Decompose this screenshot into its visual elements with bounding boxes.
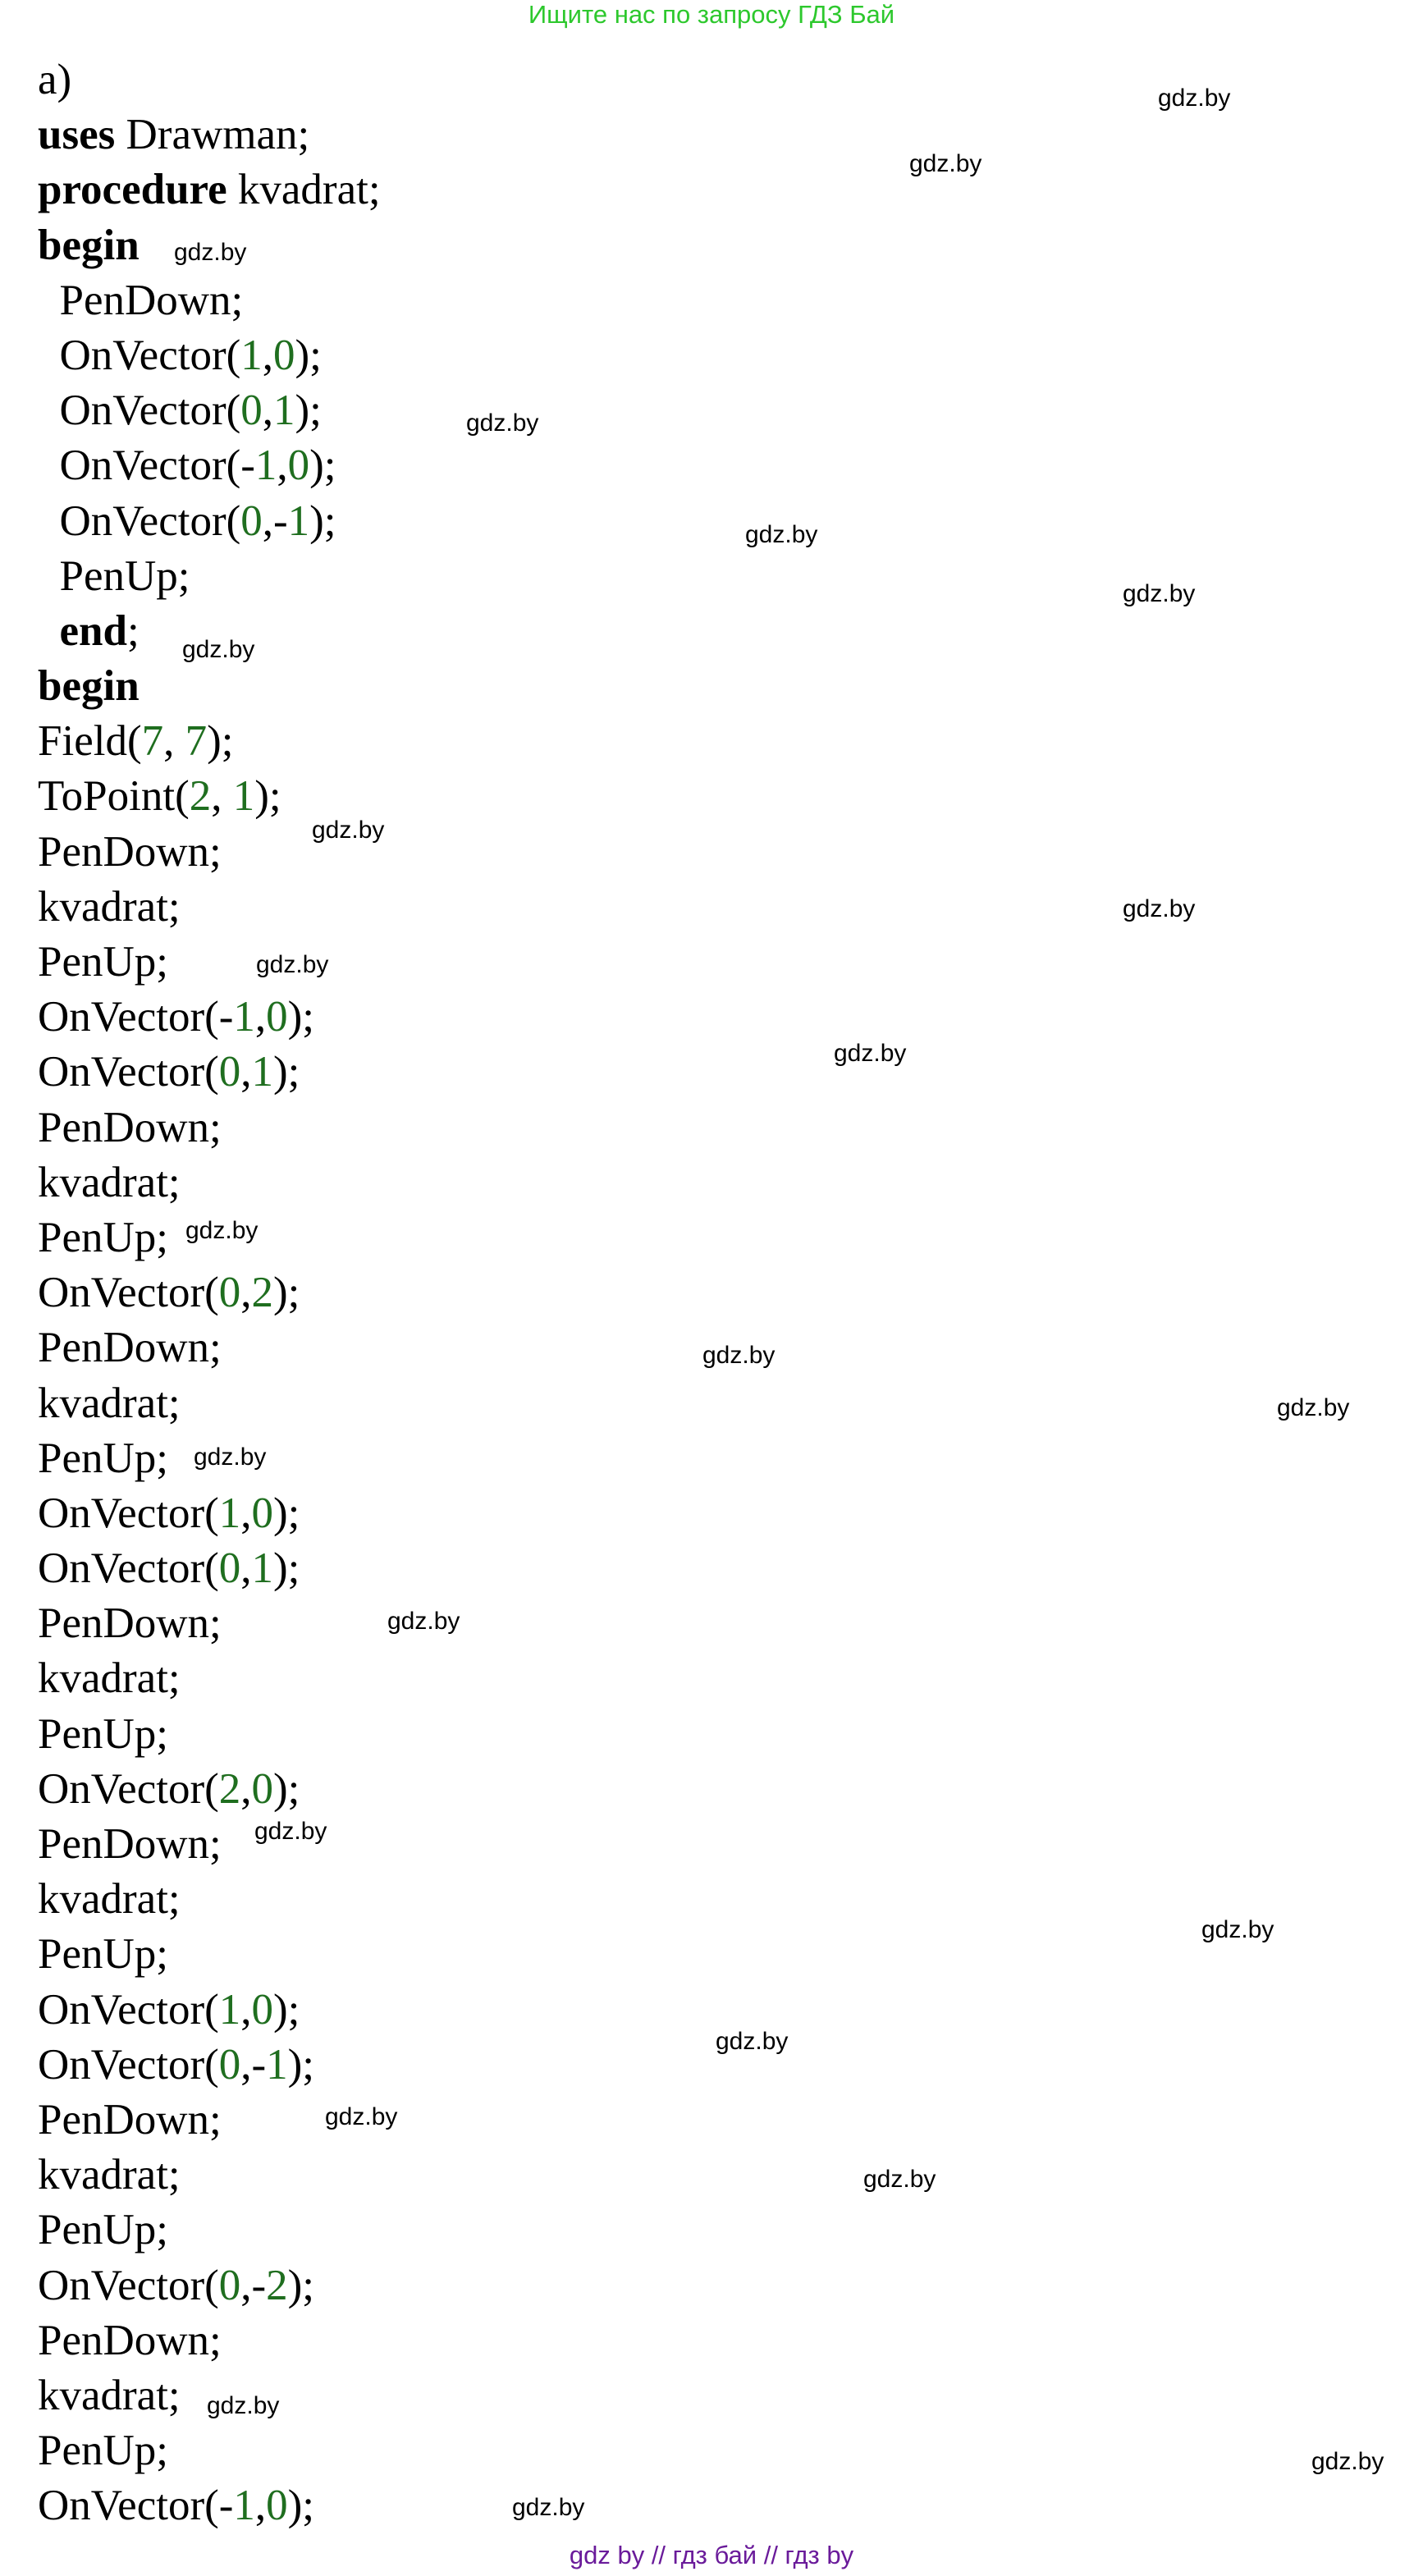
code-token: , [240, 1544, 252, 1593]
code-line [38, 2038, 1023, 2093]
code-token: ); [295, 331, 322, 379]
code-token: PenUp; [38, 938, 168, 986]
bottom-banner: gdz by // гдз бай // гдз by [569, 2541, 854, 2569]
code-token: ); [287, 993, 315, 1041]
code-line [38, 714, 1023, 769]
watermark: gdz.by [512, 2494, 585, 2521]
number-token: 1 [273, 387, 295, 435]
code-line [38, 494, 1023, 549]
code-token: , [277, 442, 288, 490]
number-token: 0 [266, 2482, 288, 2530]
code-line [38, 2258, 1023, 2313]
number-token: 0 [218, 1269, 241, 1317]
code-line [38, 273, 1023, 328]
code-line [38, 1155, 1023, 1210]
watermark: gdz.by [256, 951, 329, 978]
code-line [38, 2093, 1023, 2148]
code-line [38, 2368, 1023, 2423]
watermark: gdz.by [1123, 895, 1196, 922]
number-token: 0 [218, 1048, 241, 1096]
number-token: 1 [232, 772, 255, 821]
watermark: gdz.by [194, 1444, 267, 1471]
watermark: gdz.by [387, 1608, 460, 1635]
watermark: gdz.by [909, 150, 982, 177]
code-line [38, 2203, 1023, 2258]
code-line [38, 1431, 1023, 1486]
code-token: ); [273, 1544, 300, 1593]
code-line [38, 1320, 1023, 1375]
number-token: 7 [141, 717, 164, 766]
keyword-token: begin [38, 221, 140, 269]
code-token: PenDown; [38, 2316, 222, 2364]
code-token: OnVector( [38, 496, 241, 545]
code-token: ); [287, 2482, 315, 2530]
number-token: 1 [251, 1544, 273, 1593]
watermark: gdz.by [863, 2166, 936, 2193]
code-token: kvadrat; [38, 882, 181, 931]
code-token: PenUp; [38, 2206, 168, 2254]
code-token: OnVector( [38, 331, 241, 379]
code-token: PenUp; [38, 1434, 168, 1482]
number-token: 0 [251, 1489, 273, 1537]
code-token: kvadrat; [38, 1379, 181, 1427]
code-line [38, 1762, 1023, 1817]
code-line [38, 1817, 1023, 1872]
number-token: 1 [251, 1048, 273, 1096]
number-token: 0 [251, 1985, 273, 2034]
code-token: ,- [240, 2040, 267, 2089]
code-line [38, 1376, 1023, 1431]
code-line [38, 1100, 1023, 1155]
watermark: gdz.by [1277, 1394, 1350, 1421]
top-banner: Ищите нас по запросу ГДЗ Бай [528, 0, 895, 29]
code-line [38, 990, 1023, 1045]
code-token: PenDown; [38, 1103, 222, 1151]
code-line [38, 53, 1023, 108]
number-token: 0 [251, 1764, 273, 1813]
code-token: OnVector( [38, 1985, 219, 2034]
number-token: 1 [266, 2040, 288, 2089]
code-token: kvadrat; [38, 1875, 181, 1924]
code-token: ; [126, 606, 140, 655]
number-token: 0 [218, 1544, 241, 1593]
code-line [38, 1541, 1023, 1596]
code-token: OnVector(- [38, 993, 234, 1041]
number-token: 2 [266, 2261, 288, 2309]
watermark: gdz.by [834, 1040, 907, 1067]
code-line [38, 162, 1023, 217]
code-token: , [254, 993, 267, 1041]
number-token: 0 [218, 2040, 241, 2089]
number-token: 1 [233, 2482, 255, 2530]
code-line [38, 549, 1023, 604]
code-token: ); [309, 442, 336, 490]
number-token: 0 [266, 993, 288, 1041]
number-token: 0 [287, 442, 310, 490]
keyword-token: uses [38, 111, 116, 159]
code-line [38, 659, 1023, 714]
number-token: 1 [240, 331, 263, 379]
code-token: OnVector( [38, 1764, 219, 1813]
code-token: ToPoint( [38, 772, 190, 821]
code-line [38, 825, 1023, 880]
code-token: ); [207, 717, 234, 766]
code-token: OnVector( [38, 2261, 219, 2309]
code-token: , [240, 1764, 252, 1813]
code-token: , [163, 717, 185, 766]
code-token: ); [287, 2040, 315, 2089]
code-line [38, 880, 1023, 935]
keyword-token: begin [38, 662, 140, 711]
number-token: 1 [233, 993, 255, 1041]
code-token: kvadrat; [38, 2151, 181, 2199]
code-line [38, 1927, 1023, 1982]
watermark: gdz.by [182, 636, 255, 663]
code-line [38, 108, 1023, 162]
code-line [38, 2423, 1023, 2478]
code-token: PenDown; [38, 2095, 222, 2144]
code-token: ); [273, 1048, 300, 1096]
code-token [38, 607, 60, 655]
code-token: PenUp; [38, 1930, 168, 1979]
keyword-token: procedure [38, 166, 227, 214]
code-token: , [240, 1985, 252, 2034]
code-token: PenUp; [38, 1709, 168, 1758]
watermark: gdz.by [1201, 1916, 1274, 1943]
number-token: 2 [251, 1269, 273, 1317]
code-token: PenUp; [38, 551, 190, 600]
code-token: ); [273, 1489, 300, 1537]
number-token: 2 [218, 1764, 241, 1813]
watermark: gdz.by [716, 2028, 789, 2055]
watermark: gdz.by [174, 239, 247, 266]
code-token: OnVector( [38, 387, 241, 435]
watermark: gdz.by [1158, 85, 1231, 112]
code-token: PenUp; [38, 1213, 168, 1261]
code-token: kvadrat; [38, 1654, 181, 1703]
code-line [38, 1486, 1023, 1541]
number-token: 0 [240, 387, 263, 435]
code-token: OnVector( [38, 1544, 219, 1593]
code-token: PenDown; [38, 276, 244, 324]
code-token: OnVector( [38, 1269, 219, 1317]
code-token: ); [273, 1985, 300, 2034]
number-token: 2 [189, 772, 212, 821]
number-token: 7 [185, 717, 208, 766]
code-token: PenDown; [38, 827, 222, 876]
number-token: 0 [218, 2261, 241, 2309]
code-token: а) [38, 56, 72, 103]
code-token: kvadrat; [38, 1158, 181, 1206]
watermark: gdz.by [254, 1818, 327, 1845]
code-token: , [240, 1048, 252, 1096]
watermark: gdz.by [185, 1217, 259, 1244]
code-token: , [240, 1269, 252, 1317]
code-token: ); [273, 1269, 300, 1317]
code-token: OnVector( [38, 1489, 219, 1537]
code-token: kvadrat; [226, 166, 381, 214]
code-line [38, 1651, 1023, 1706]
code-token: , [254, 2482, 267, 2530]
code-token: ,- [262, 496, 288, 545]
code-line [38, 1707, 1023, 1762]
code-line [38, 1596, 1023, 1651]
code-token: kvadrat; [38, 2371, 181, 2419]
code-line [38, 438, 1023, 493]
code-token: ); [309, 496, 336, 545]
code-token: OnVector( [38, 2040, 219, 2089]
code-token: PenDown; [38, 1324, 222, 1372]
code-token: , [262, 331, 273, 379]
code-token: , [262, 387, 273, 435]
code-token: ); [273, 1764, 300, 1813]
code-token: PenDown; [38, 1820, 222, 1868]
code-line [38, 1983, 1023, 2038]
code-line [38, 935, 1023, 990]
number-token: 1 [254, 442, 277, 490]
code-token: PenDown; [38, 1599, 222, 1648]
watermark: gdz.by [745, 521, 818, 548]
watermark: gdz.by [325, 2103, 398, 2130]
code-token: Drawman; [115, 111, 310, 159]
watermark: gdz.by [466, 410, 539, 437]
code-line [38, 769, 1023, 824]
number-token: 0 [273, 331, 295, 379]
code-token: ); [287, 2261, 315, 2309]
keyword-token: end [59, 606, 127, 655]
number-token: 1 [287, 496, 310, 545]
code-line [38, 328, 1023, 383]
number-token: 0 [240, 496, 263, 545]
number-token: 1 [218, 1985, 241, 2034]
code-token: OnVector(- [38, 2482, 234, 2530]
code-line [38, 2313, 1023, 2368]
code-line [38, 1872, 1023, 1927]
code-token: ,- [240, 2261, 267, 2309]
code-line [38, 1265, 1023, 1320]
code-token: OnVector( [38, 1048, 219, 1096]
code-token: PenUp; [38, 2427, 168, 2475]
code-token: , [211, 772, 233, 821]
code-token: Field( [38, 717, 142, 766]
watermark: gdz.by [312, 817, 385, 844]
watermark: gdz.by [207, 2392, 280, 2419]
code-token: , [240, 1489, 252, 1537]
code-token: ); [295, 387, 322, 435]
watermark: gdz.by [702, 1342, 776, 1369]
code-token: ); [254, 772, 281, 821]
number-token: 1 [218, 1489, 241, 1537]
watermark: gdz.by [1311, 2448, 1384, 2475]
watermark: gdz.by [1123, 580, 1196, 607]
code-token: OnVector(- [38, 442, 255, 490]
